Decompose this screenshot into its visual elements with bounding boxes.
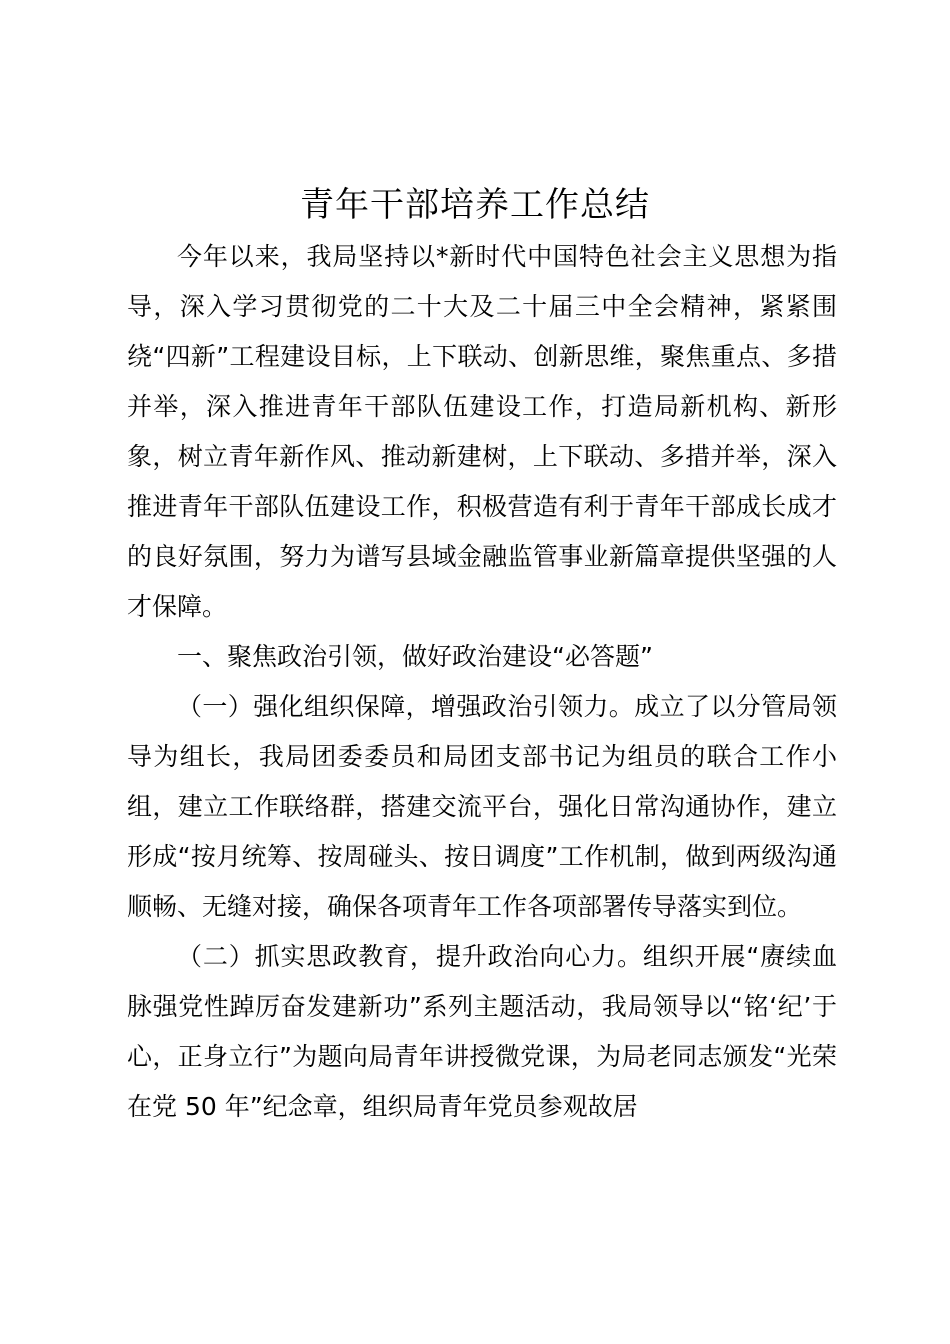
- document-title: 青年干部培养工作总结: [300, 185, 650, 225]
- subsection-paragraph-2: （二）抓实思政教育，提升政治向心力。组织开展“赓续血脉强党性踔厉奋发建新功”系列主题活动，我局领导以“铭‘纪’于心，正身立行”为题向局青年讲授微党课，为局老同志颁发“光荣在党 50 年”纪念章，组织局青年党员参观故居: [127, 942, 837, 1121]
- intro-paragraph: 今年以来，我局坚持以*新时代中国特色社会主义思想为指导，深入学习贯彻党的二十大及二十届三中全会精神，紧紧围绕“四新”工程建设目标，上下联动、创新思维，聚焦重点、多措并举，深入推进青年干部队伍建设工作，打造局新机构、新形象，树立青年新作风、推动新建树，上下联动、多措并举，深入推进青年干部队伍建设工作，积极营造有利于青年干部成长成才的良好氛围，努力为谱写县域金融监管事业新篇章提供坚强的人才保障。: [127, 242, 837, 621]
- section-heading-1: 一、聚焦政治引领，做好政治建设“必答题”: [177, 642, 653, 671]
- document-body: [127, 232, 837, 1132]
- subsection-paragraph-1: （一）强化组织保障，增强政治引领力。成立了以分管局领导为组长，我局团委委员和局团支部书记为组员的联合工作小组，建立工作联络群，搭建交流平台，强化日常沟通协作，建立形成“按月统筹、按周碰头、按日调度”工作机制，做到两级沟通顺畅、无缝对接，确保各项青年工作各项部署传导落实到位。: [127, 692, 837, 921]
